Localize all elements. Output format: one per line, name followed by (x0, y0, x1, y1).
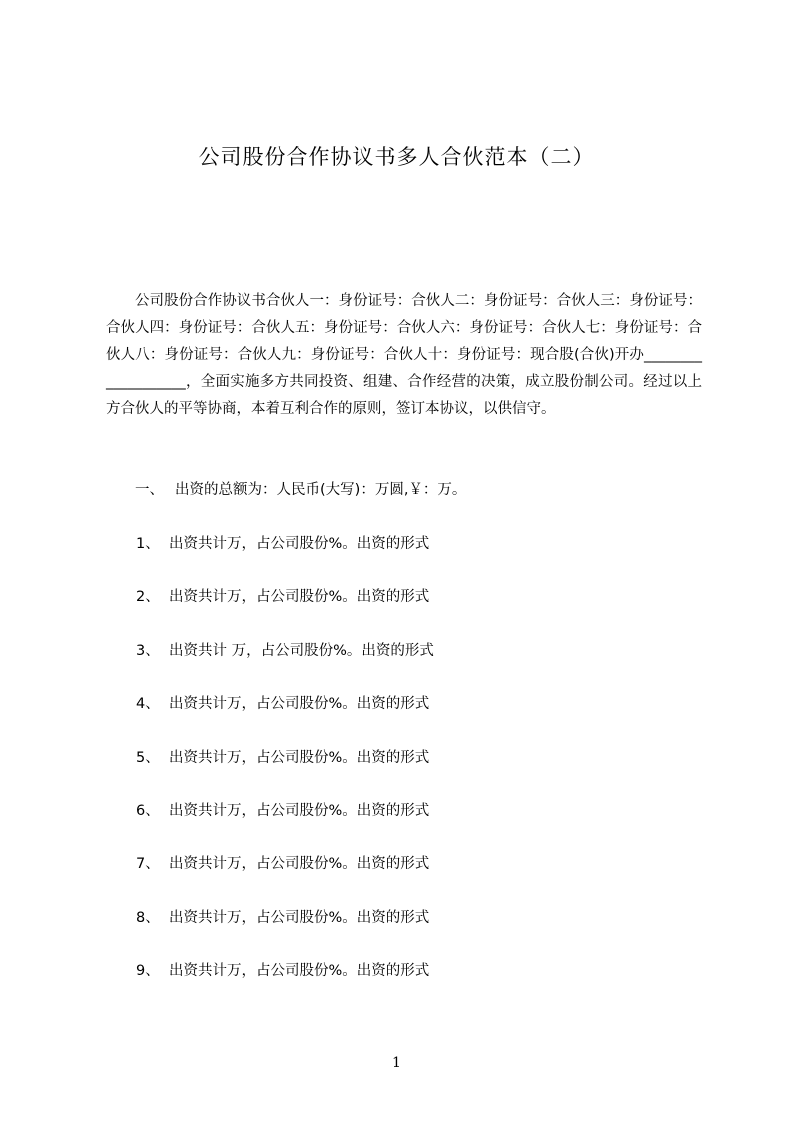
page-number: 1 (392, 1055, 401, 1071)
list-item (136, 746, 434, 799)
list-item-text: 出资共计万，占公司股份%。出资的形式 (169, 856, 430, 873)
contribution-list (136, 532, 434, 1013)
list-item-text: 出资共计万，占公司股份%。出资的形式 (169, 909, 430, 926)
list-item-number: 1、 (136, 536, 160, 552)
list-item-number: 8、 (136, 909, 160, 926)
list-item-number: 7、 (136, 856, 160, 873)
list-item-text: 出资共计万，占公司股份%。出资的形式 (169, 749, 430, 766)
list-item-text: 出资共计万，占公司股份%。出资的形式 (169, 963, 430, 980)
list-item-text: 出资共计万，占公司股份%。出资的形式 (169, 696, 430, 713)
list-item (136, 852, 434, 905)
list-item-text: 出资共计万，占公司股份%。出资的形式 (169, 589, 430, 606)
list-item-number: 5、 (136, 749, 160, 766)
list-item-text: 出资共计万，占公司股份%。出资的形式 (169, 536, 430, 552)
list-item (136, 906, 434, 959)
list-item-number: 2、 (136, 589, 160, 606)
list-item-text: 出资共计万，占公司股份%。出资的形式 (169, 802, 430, 819)
list-item-number: 6、 (136, 802, 160, 819)
document-title: 公司股份合作协议书多人合伙范本（二） (198, 145, 595, 169)
clause-one-number: 一、 (135, 482, 164, 498)
list-item (136, 532, 434, 585)
intro-paragraph: 公司股份合作协议书合伙人一：身份证号：合伙人二：身份证号：合伙人三：身份证号：合伙人四：身份证号：合伙人五：身份证号：合伙人六：身份证号：合伙人七：身份证号：合伙人八：身份证号：合伙人九：身份证号：合伙人十：身份证号：现合股(合伙)开办___________________，全面实施多方共同投资、组建、合作经营的决策，成立股份制公司。经过以上方合伙人的平等协商，本着互利合作的原则，签订本协议，以供信守。 (106, 293, 702, 417)
list-item-number: 9、 (136, 963, 160, 980)
list-item-number: 4、 (136, 696, 160, 713)
list-item-number: 3、 (136, 642, 160, 659)
list-item (136, 639, 434, 692)
clause-one (135, 478, 466, 499)
list-item (136, 585, 434, 638)
list-item (136, 959, 434, 1012)
list-item-text: 出资共计 万，占公司股份%。出资的形式 (169, 642, 434, 659)
list-item (136, 692, 434, 745)
list-item (136, 799, 434, 852)
clause-one-text: 出资的总额为：人民币(大写)：万圆,￥：万。 (175, 482, 467, 498)
